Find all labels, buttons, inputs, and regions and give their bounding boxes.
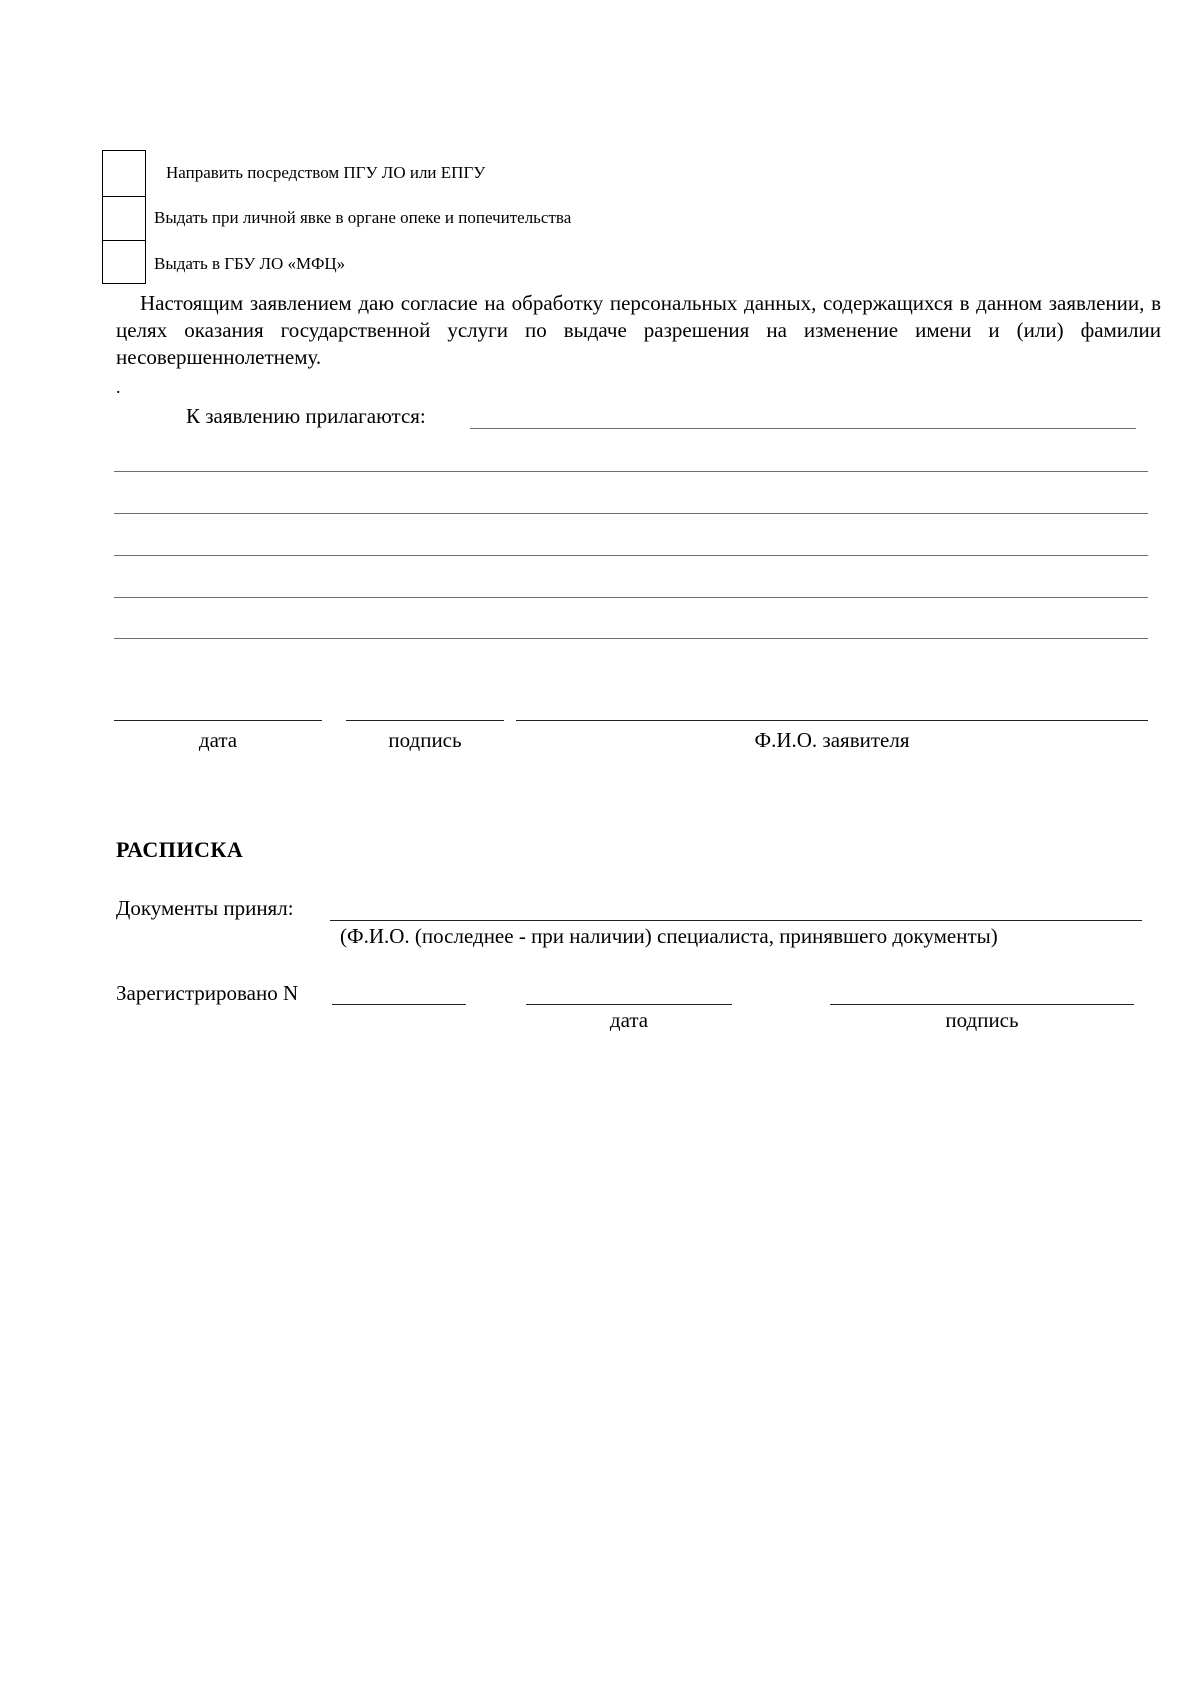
checkbox-send-via-portal[interactable] [103,151,145,197]
checkbox-issue-in-person-guardianship[interactable] [103,197,145,241]
applicant-name-line[interactable] [516,720,1148,721]
applicant-signature-caption: подпись [388,728,462,752]
applicant-date-line[interactable] [114,720,322,721]
attachments-field-line-3[interactable] [114,513,1148,514]
attachments-field-line-2[interactable] [114,471,1148,472]
consent-paragraph: Настоящим заявлением даю согласие на обработку персональных данных, содержащихся в данном заявлении, в целях оказания государственной услуги по выдаче разрешения на изменение имени и (или) фамилии несовершеннолетнему. [116,291,1161,369]
receipt-date-line[interactable] [526,1004,732,1005]
attachments-field-line-5[interactable] [114,597,1148,598]
attachments-field-line-4[interactable] [114,555,1148,556]
receipt-signature-line[interactable] [830,1004,1134,1005]
attachments-label: К заявлению прилагаются: [186,404,426,428]
applicant-signature-line[interactable] [346,720,504,721]
attachments-field-line-1[interactable] [470,428,1136,429]
applicant-date-caption: дата [198,728,238,752]
documents-accepted-caption: (Ф.И.О. (последнее - при наличии) специалиста, принявшего документы) [340,924,998,948]
receipt-signature-caption: подпись [945,1008,1019,1032]
registered-number-label: Зарегистрировано N [116,981,299,1005]
applicant-name-caption: Ф.И.О. заявителя [754,728,910,752]
separator-dot: . [116,377,121,397]
documents-accepted-label: Документы принял: [116,896,294,920]
option-label-issue-in-person: Выдать при личной явке в органе опеке и попечительства [154,208,572,227]
registered-number-line[interactable] [332,1004,466,1005]
delivery-options-grid [102,150,146,284]
option-label-issue-at-mfc: Выдать в ГБУ ЛО «МФЦ» [154,254,346,273]
receipt-date-caption: дата [609,1008,649,1032]
option-label-send-via-portal: Направить посредством ПГУ ЛО или ЕПГУ [166,163,486,182]
attachments-field-line-6[interactable] [114,638,1148,639]
documents-accepted-field-line[interactable] [330,920,1142,921]
receipt-title: РАСПИСКА [116,837,244,862]
checkbox-issue-at-mfc[interactable] [103,241,145,283]
